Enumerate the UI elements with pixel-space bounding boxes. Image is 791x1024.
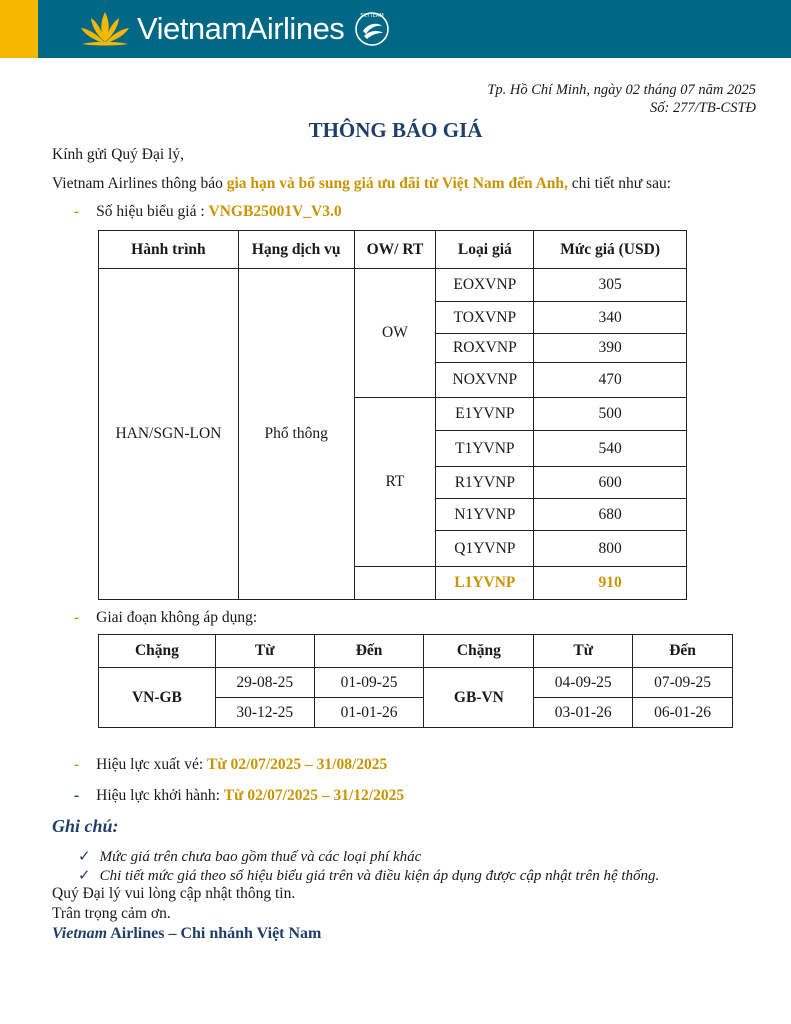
note-text: Mức giá trên chưa bao gồm thuế và các loại phí khác — [99, 849, 422, 865]
lotus-logo-icon — [76, 8, 134, 50]
note-text: Chi tiết mức giá theo số hiệu biểu giá trên và điều kiện áp dụng được cập nhật trên hệ thống. — [99, 868, 660, 884]
col-header-from: Từ — [534, 635, 633, 668]
signature-line — [52, 925, 321, 943]
fare-code-cell: NOXVNP — [436, 363, 534, 398]
notes-title: Ghi chú: — [52, 816, 119, 836]
ow-cell: OW — [354, 269, 436, 398]
fare-code-cell-highlight: L1YVNP — [436, 567, 534, 600]
header-accent-stripe — [0, 0, 38, 58]
travel-validity — [74, 787, 404, 805]
price-cell: 500 — [534, 398, 687, 431]
header-band — [0, 0, 791, 58]
date-to-cell: 06-01-26 — [633, 698, 733, 728]
fare-table-header-row — [99, 231, 687, 269]
fare-code-cell: R1YVNP — [436, 467, 534, 499]
skyteam-alliance-icon — [352, 9, 392, 49]
col-header-fare-type: Loại giá — [436, 231, 534, 269]
intro-paragraph — [52, 175, 671, 193]
date-from-cell: 30-12-25 — [215, 698, 314, 728]
col-header-route: Hành trình — [99, 231, 239, 269]
fare-code-cell: Q1YVNP — [436, 531, 534, 567]
date-from-cell: 03-01-26 — [534, 698, 633, 728]
note-item — [78, 866, 659, 885]
place-date: Tp. Hồ Chí Minh, ngày 02 tháng 07 năm 2025 — [487, 82, 756, 98]
col-header-to: Đến — [314, 635, 424, 668]
blackout-header-row — [99, 635, 733, 668]
blackout-line — [74, 609, 257, 627]
travel-value: Từ 02/07/2025 – 31/12/2025 — [223, 787, 405, 804]
ticketing-value: Từ 02/07/2025 – 31/08/2025 — [207, 756, 388, 773]
closing-line-2: Trân trọng cảm ơn. — [52, 905, 171, 922]
empty-owrt-cell — [354, 567, 436, 600]
col-header-price: Mức giá (USD) — [534, 231, 687, 269]
bullet-dash: - — [74, 787, 80, 804]
price-cell: 305 — [534, 269, 687, 302]
greeting: Kính gửi Quý Đại lý, — [52, 146, 184, 163]
col-header-from: Từ — [215, 635, 314, 668]
fare-code-label: Số hiệu biểu giá : — [96, 203, 209, 220]
col-header-cabin: Hạng dịch vụ — [238, 231, 354, 269]
date-from-cell: 04-09-25 — [534, 668, 633, 698]
rt-cell: RT — [354, 398, 436, 567]
price-cell: 680 — [534, 499, 687, 531]
fare-code-cell: E1YVNP — [436, 398, 534, 431]
note-item — [78, 847, 421, 866]
col-header-to: Đến — [633, 635, 733, 668]
fare-table — [98, 230, 687, 600]
closing-line-1: Quý Đại lý vui lòng cập nhật thông tin. — [52, 885, 296, 902]
check-icon: ✓ — [78, 868, 91, 884]
date-from-cell: 29-08-25 — [215, 668, 314, 698]
col-header-leg: Chặng — [99, 635, 216, 668]
fare-code-cell: EOXVNP — [436, 269, 534, 302]
table-row — [99, 668, 733, 698]
check-icon: ✓ — [78, 849, 91, 865]
travel-label: Hiệu lực khởi hành: — [96, 787, 224, 804]
intro-suffix: chi tiết như sau: — [567, 175, 672, 192]
date-to-cell: 01-09-25 — [314, 668, 424, 698]
intro-prefix: Vietnam Airlines thông báo — [52, 175, 227, 192]
skyteam-label: SKYTEAM — [360, 13, 384, 19]
ticketing-label: Hiệu lực xuất vé: — [96, 756, 208, 773]
fare-code-cell: ROXVNP — [436, 334, 534, 363]
bullet-dash: - — [74, 756, 80, 773]
date-to-cell: 07-09-25 — [633, 668, 733, 698]
fare-code-cell: N1YVNP — [436, 499, 534, 531]
price-cell-highlight: 910 — [534, 567, 687, 600]
intro-highlight: gia hạn và bổ sung giá ưu đãi từ Việt Nam đến Anh, — [226, 175, 568, 192]
col-header-owrt: OW/ RT — [354, 231, 436, 269]
fare-code-line — [74, 203, 342, 221]
table-row — [99, 269, 687, 302]
cabin-cell: Phổ thông — [238, 269, 354, 600]
price-cell: 470 — [534, 363, 687, 398]
price-cell: 600 — [534, 467, 687, 499]
fare-code-cell: T1YVNP — [436, 431, 534, 467]
brand-wordmark: VietnamAirlines — [137, 11, 345, 46]
document-title: THÔNG BÁO GIÁ — [308, 118, 483, 142]
ticketing-validity — [74, 756, 387, 774]
signature-italic: Vietnam — [52, 925, 108, 942]
price-cell: 540 — [534, 431, 687, 467]
document-number: Số: 277/TB-CSTĐ — [650, 100, 756, 116]
leg-cell: GB-VN — [424, 668, 534, 728]
signature-rest: Airlines – Chi nhánh Việt Nam — [107, 925, 322, 942]
route-cell: HAN/SGN-LON — [99, 269, 239, 600]
blackout-table — [98, 634, 733, 728]
brand-logo — [76, 6, 392, 52]
bullet-dash: - — [74, 203, 80, 220]
fare-code-value: VNGB25001V_V3.0 — [208, 203, 342, 220]
leg-cell: VN-GB — [99, 668, 216, 728]
col-header-leg: Chặng — [424, 635, 534, 668]
blackout-label: Giai đoạn không áp dụng: — [96, 609, 258, 626]
price-cell: 800 — [534, 531, 687, 567]
price-cell: 340 — [534, 302, 687, 334]
date-to-cell: 01-01-26 — [314, 698, 424, 728]
price-cell: 390 — [534, 334, 687, 363]
bullet-dash: - — [74, 609, 80, 626]
fare-code-cell: TOXVNP — [436, 302, 534, 334]
